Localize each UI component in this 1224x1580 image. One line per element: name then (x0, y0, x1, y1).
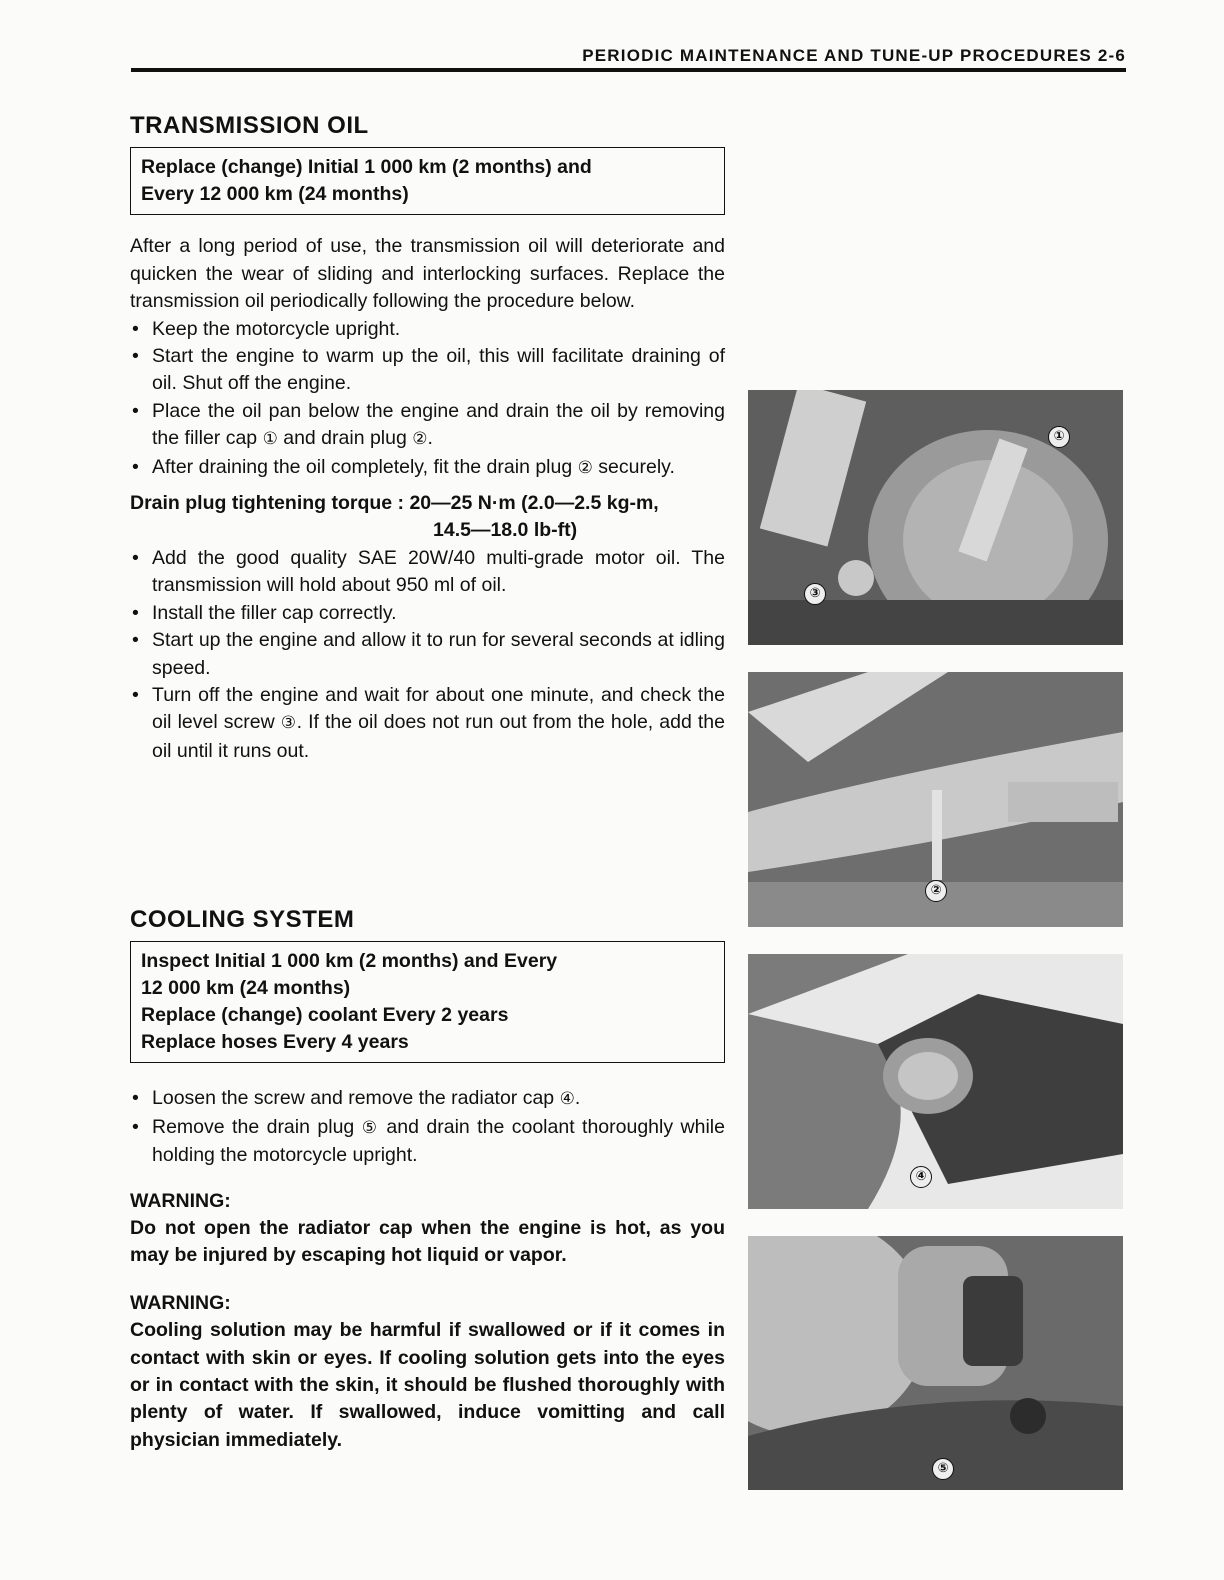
cooling-interval-box (130, 941, 725, 1063)
list-item: • Start the engine to warm up the oil, this will facilitate draining of oil. Shut off the engine. (130, 343, 725, 398)
marker-5: ⑤ (361, 1117, 379, 1138)
transmission-intro: After a long period of use, the transmission oil will deteriorate and quicken the wear of sliding and interlocking surfaces. Replace the transmission oil periodically following the procedure below. (130, 235, 725, 313)
callout-4: ④ (910, 1166, 932, 1188)
list-item (130, 398, 725, 454)
callout-5: ⑤ (932, 1458, 954, 1480)
step-text: Loosen the screw and remove the radiator cap (152, 1087, 560, 1110)
photo-drain-plug (748, 672, 1123, 927)
interval-line: 12 000 km (24 months) (141, 977, 351, 1000)
list-item: • Install the filler cap correctly. (130, 600, 725, 627)
pump-photo-illustration (748, 1236, 1123, 1490)
step-text: After draining the oil completely, fit the drain plug (152, 455, 578, 478)
interval-line: Every 12 000 km (24 months) (141, 183, 409, 206)
step-text: securely. (592, 455, 675, 478)
marker-1: ① (262, 429, 278, 450)
torque-spec (130, 490, 725, 545)
step-text: . (574, 1087, 581, 1110)
interval-line: Inspect Initial 1 000 km (2 months) and Every (141, 950, 558, 973)
step-text: . If the oil does not run out from the hole, add the oil until it runs out. (152, 711, 725, 762)
step-text: and drain the coolant thoroughly while holding the motorcycle upright. (152, 1115, 725, 1167)
list-item (130, 454, 725, 482)
radiator-photo-illustration (748, 954, 1123, 1209)
marker-2: ② (412, 429, 428, 450)
transmission-steps-b (130, 545, 725, 765)
photo-coolant-drain (748, 1236, 1123, 1490)
torque-line-1: Drain plug tightening torque : 20—25 N·m (2.0—2.5 kg-m, (130, 492, 659, 515)
photo-filler-cap (748, 390, 1123, 645)
step-text: and drain plug (277, 427, 413, 450)
cooling-section (130, 906, 725, 1454)
list-item: • Add the good quality SAE 20W/40 multi-grade motor oil. The transmission will hold about 950 ml of oil. (130, 545, 725, 600)
list-item (130, 1114, 725, 1170)
warning-2-text: Cooling solution may be harmful if swallowed or if it comes in contact with skin or eyes. If cooling solution gets into the eyes or in contact with the skin, it should be flushed thoroughly with plenty of water. If swallowed, induce vomitting and call physician immediately. (130, 1319, 725, 1451)
callout-3: ③ (804, 583, 826, 605)
interval-line: Replace hoses Every 4 years (141, 1031, 409, 1054)
step-text: Place the oil pan below the engine and drain the oil by removing the filler cap (152, 399, 725, 450)
transmission-section (130, 112, 725, 765)
cooling-title: COOLING SYSTEM (130, 906, 355, 933)
list-item (130, 1085, 725, 1113)
interval-line: Replace (change) Initial 1 000 km (2 months) and (141, 156, 592, 179)
warning-1-text: Do not open the radiator cap when the engine is hot, as you may be injured by escaping hot liquid or vapor. (130, 1217, 725, 1267)
callout-2: ② (925, 880, 947, 902)
transmission-title: TRANSMISSION OIL (130, 112, 369, 139)
step-text: Turn off the engine and wait for about one minute, and check the oil level screw (152, 683, 725, 734)
running-head: PERIODIC MAINTENANCE AND TUNE-UP PROCEDURES 2-6 (582, 46, 1126, 65)
warning-2-title: WARNING: (130, 1291, 231, 1314)
header-rule (131, 68, 1126, 72)
transmission-steps-a (130, 316, 725, 482)
list-item (130, 682, 725, 765)
marker-3: ③ (280, 713, 297, 734)
step-text: Remove the drain plug (152, 1115, 362, 1138)
photo-radiator-cap (748, 954, 1123, 1209)
transmission-interval-box (130, 147, 725, 215)
warning-1-title: WARNING: (130, 1189, 231, 1212)
step-text: . (427, 427, 433, 450)
cooling-steps (130, 1085, 725, 1169)
torque-line-2: 14.5—18.0 lb-ft) (433, 519, 578, 542)
marker-4: ④ (559, 1089, 575, 1110)
marker-2: ② (577, 457, 593, 478)
list-item: • Keep the motorcycle upright. (130, 316, 725, 343)
interval-line: Replace (change) coolant Every 2 years (141, 1004, 509, 1027)
callout-1: ① (1048, 426, 1070, 448)
list-item: • Start up the engine and allow it to run for several seconds at idling speed. (130, 627, 725, 682)
